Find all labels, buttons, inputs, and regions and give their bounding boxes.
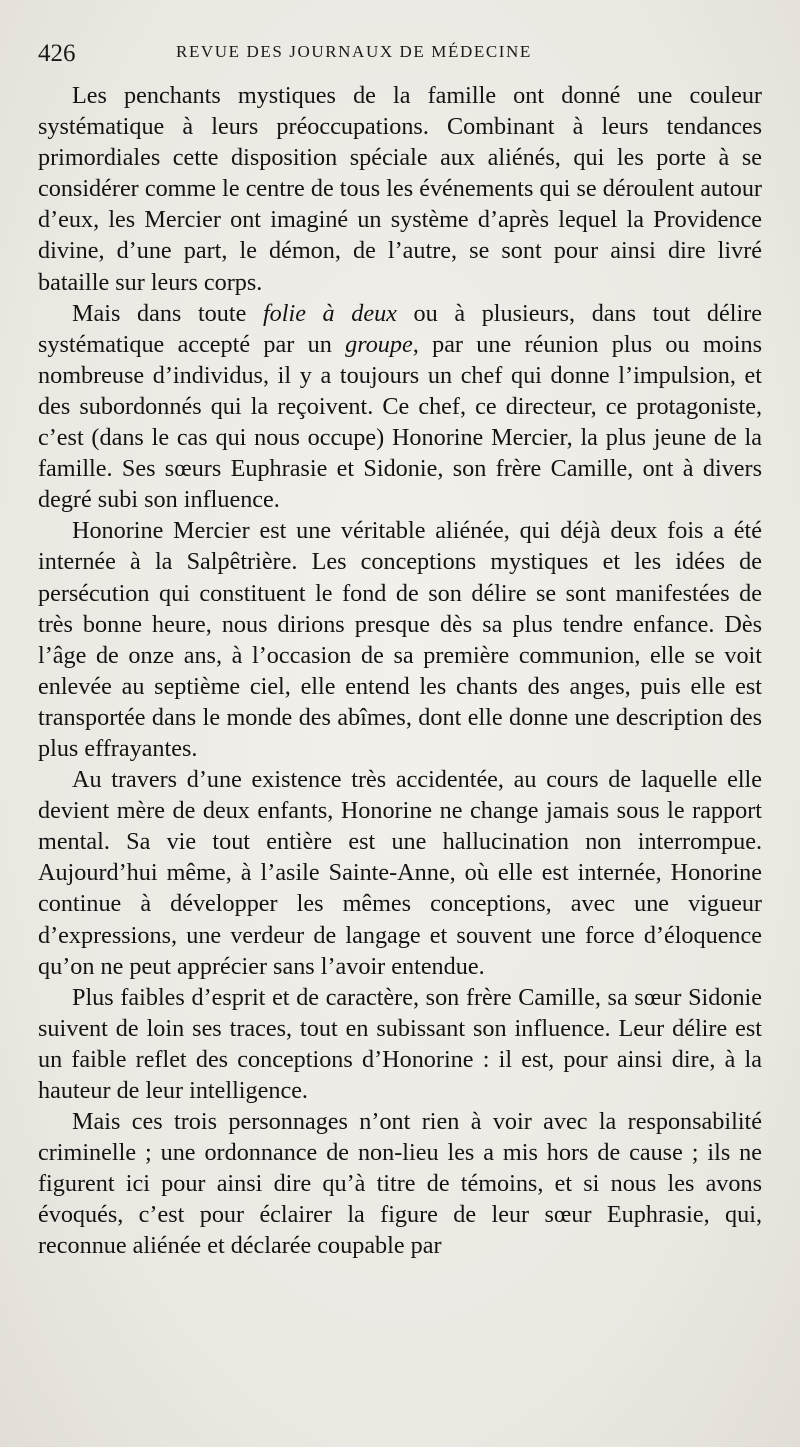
paragraph [38, 982, 762, 1106]
italic-text: groupe, [345, 330, 419, 358]
page-header [38, 34, 764, 70]
paragraph [38, 764, 762, 982]
page-number: 426 [38, 40, 76, 67]
paragraph [38, 515, 762, 764]
running-title: REVUE DES JOURNAUX DE MÉDECINE [176, 42, 532, 61]
text-segment: par une réunion plus ou moins nombreuse d’individus, il y a toujours un chef qui donne l’impulsion, et des subordonnés qui la reçoivent. Ce chef, ce directeur, ce protagoniste, c’est (dans le cas qui nous occupe) Honorine Mercier, la plus jeune de la famille. Ses sœurs Euphrasie et Sidonie, son frère Camille, ont à divers degré subi son influence. [38, 330, 762, 514]
body-text [38, 80, 762, 1262]
paragraph [38, 1106, 762, 1261]
paragraph [38, 80, 762, 298]
text-segment: Mais ces trois personnages n’ont rien à voir avec la responsabilité criminelle ; une ordonnance de non-lieu les a mis hors de cause ; ils ne figurent ici pour ainsi dire qu’à titre de témoins, et si nous les avons évoqués, c’est pour éclairer la figure de leur sœur Euphrasie, qui, reconnue aliénée et déclarée coupable par [38, 1108, 762, 1260]
paragraph [38, 298, 762, 516]
italic-text: folie à deux [262, 299, 397, 327]
text-segment: Les penchants mystiques de la famille ont donné une couleur systématique à leurs préoccupations. Combinant à leurs tendances primordiales cette disposition spéciale aux aliénés, qui les porte à se considérer comme le centre de tous les événements qui se déroulent autour d’eux, les Mercier ont imaginé un système d’après lequel la Providence divine, d’une part, le démon, de l’autre, se sont pour ainsi dire livré bataille sur leurs corps. [38, 82, 762, 296]
text-segment: Honorine Mercier est une véritable aliénée, qui déjà deux fois a été internée à la Salpêtrière. Les conceptions mystiques et les idées de persécution qui constituent le fond de son délire se sont manifestées de très bonne heure, nous dirions presque dès sa plus tendre enfance. Dès l’âge de onze ans, à l’occasion de sa première communion, elle se voit enlevée au septième ciel, elle entend les chants des anges, puis elle est transportée dans le monde des abîmes, dont elle donne une description des plus effrayantes. [38, 517, 762, 762]
text-segment: Au travers d’une existence très accidentée, au cours de laquelle elle devient mère de deux enfants, Honorine ne change jamais sous le rapport mental. Sa vie tout entière est une hallucination non interrompue. Aujourd’hui même, à l’asile Sainte-Anne, où elle est internée, Honorine continue à développer les mêmes conceptions, avec une vigueur d’expressions, une verdeur de langage et souvent une force d’éloquence qu’on ne peut apprécier sans l’avoir entendue. [38, 766, 762, 980]
text-segment: Plus faibles d’esprit et de caractère, son frère Camille, sa sœur Sidonie suivent de loin ses traces, tout en subissant son influence. Leur délire est un faible reflet des conceptions d’Honorine : il est, pour ainsi dire, à la hauteur de leur intelligence. [38, 983, 762, 1104]
text-segment: ou à plusieurs, dans tout délire systématique accepté par un [38, 299, 762, 358]
text-segment: Mais dans toute [72, 299, 263, 327]
